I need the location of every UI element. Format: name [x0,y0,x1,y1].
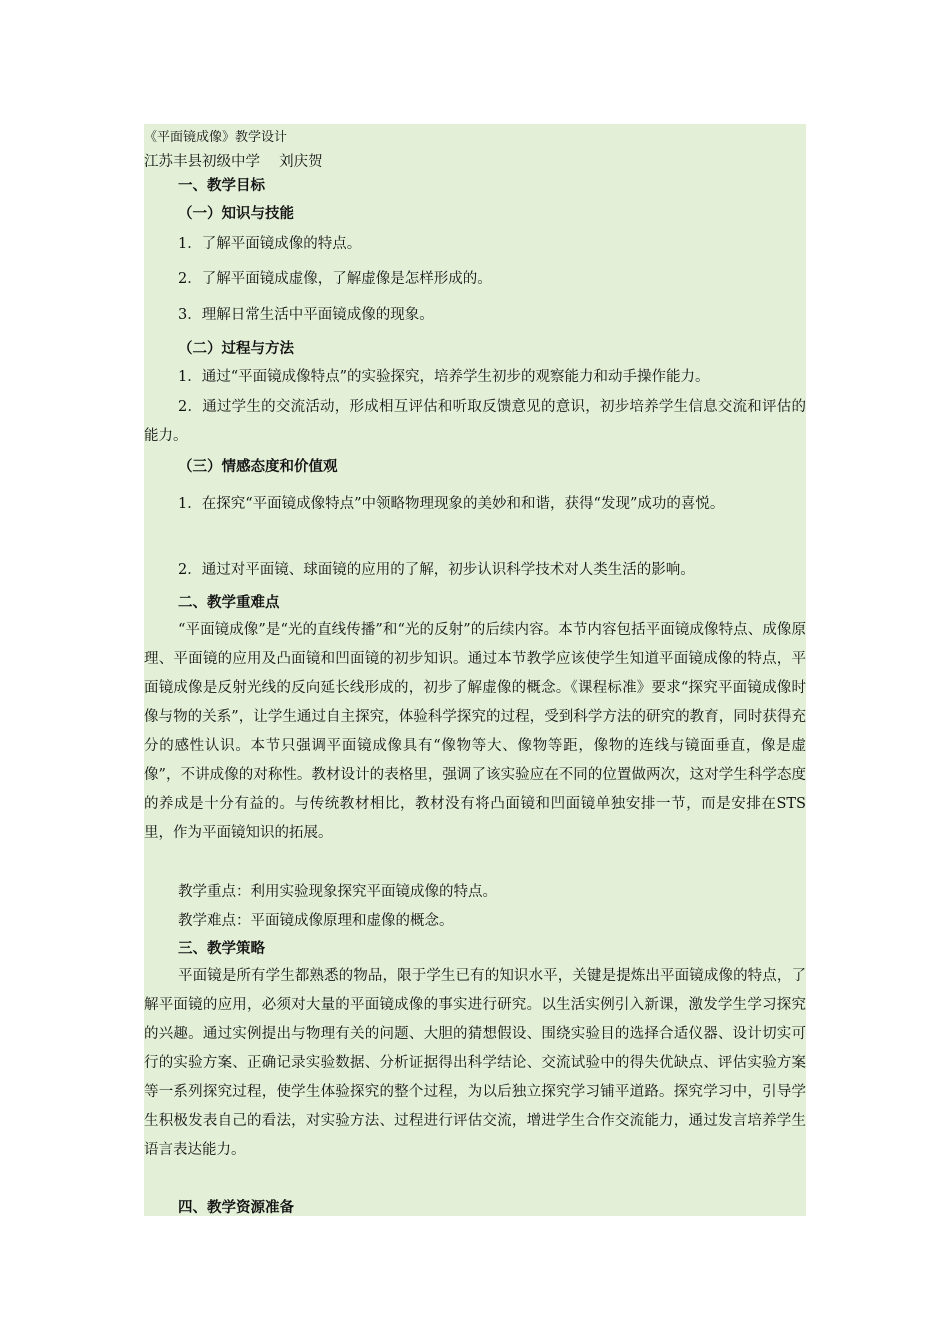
list-item: 1．在探究“平面镜成像特点”中领略物理现象的美妙和和谐，获得“发现”成功的喜悦。 [178,496,725,512]
section-heading-resources: 四、教学资源准备 [178,1199,294,1216]
list-item: 2．通过对平面镜、球面镜的应用的了解，初步认识科学技术对人类生活的影响。 [178,562,695,578]
difficulty-line: 教学难点：平面镜成像原理和虚像的概念。 [178,913,454,929]
list-item: 3．理解日常生活中平面镜成像的现象。 [178,307,434,323]
list-item: 2．了解平面镜成虚像，了解虚像是怎样形成的。 [178,271,492,287]
subheading-process-method: （二）过程与方法 [178,340,294,357]
subheading-knowledge-skills: （一）知识与技能 [178,205,294,222]
list-item: 1．了解平面镜成像的特点。 [178,236,362,252]
list-item: 2．通过学生的交流活动，形成相互评估和听取反馈意见的意识，初步培养学生信息交流和评估的能力。 [144,399,806,444]
key-point-line: 教学重点：利用实验现象探究平面镜成像的特点。 [178,884,497,900]
list-item: 1．通过“平面镜成像特点”的实验探究，培养学生初步的观察能力和动手操作能力。 [178,369,710,385]
section-heading-strategy: 三、教学策略 [178,940,265,957]
section-heading-objectives: 一、教学目标 [178,177,265,194]
document-page [144,124,806,1216]
section-body-key-points: “平面镜成像”是“光的直线传播”和“光的反射”的后续内容。本节内容包括平面镜成像特点、成像原理、平面镜的应用及凸面镜和凹面镜的初步知识。通过本节教学应该使学生知道平面镜成像的特点，平面镜成像是反射光线的反向延长线形成的，初步了解虚像的概念。《课程标准》要求“探究平面镜成像时像与物的关系”，让学生通过自主探究，体验科学探究的过程，受到科学方法的研究的教育，同时获得充分的感性认识。本节只强调平面镜成像具有“像物等大、像物等距，像物的连线与镜面垂直，像是虚像”，不讲成像的对称性。教材设计的表格里，强调了该实验应在不同的位置做两次，这对学生科学态度的养成是十分有益的。与传统教材相比，教材没有将凸面镜和凹面镜单独安排一节，而是安排在STS里，作为平面镜知识的拓展。 [144,622,806,841]
section-body-strategy: 平面镜是所有学生都熟悉的物品，限于学生已有的知识水平，关键是提炼出平面镜成像的特点，了解平面镜的应用，必须对大量的平面镜成像的事实进行研究。以生活实例引入新课，激发学生学习探究的兴趣。通过实例提出与物理有关的问题、大胆的猜想假设、围绕实验目的选择合适仪器、设计切实可行的实验方案、正确记录实验数据、分析证据得出科学结论、交流试验中的得失优缺点、评估实验方案等一系列探究过程，使学生体验探究的整个过程，为以后独立探究学习铺平道路。探究学习中，引导学生积极发表自己的看法，对实验方法、过程进行评估交流，增进学生合作交流能力，通过发言培养学生语言表达能力。 [144,968,806,1158]
author-line: 江苏丰县初级中学 刘庆贺 [144,154,323,170]
document-title: 《平面镜成像》教学设计 [144,130,288,145]
subheading-attitude-values: （三）情感态度和价值观 [178,458,338,475]
section-heading-key-difficult-points: 二、教学重难点 [178,594,280,611]
